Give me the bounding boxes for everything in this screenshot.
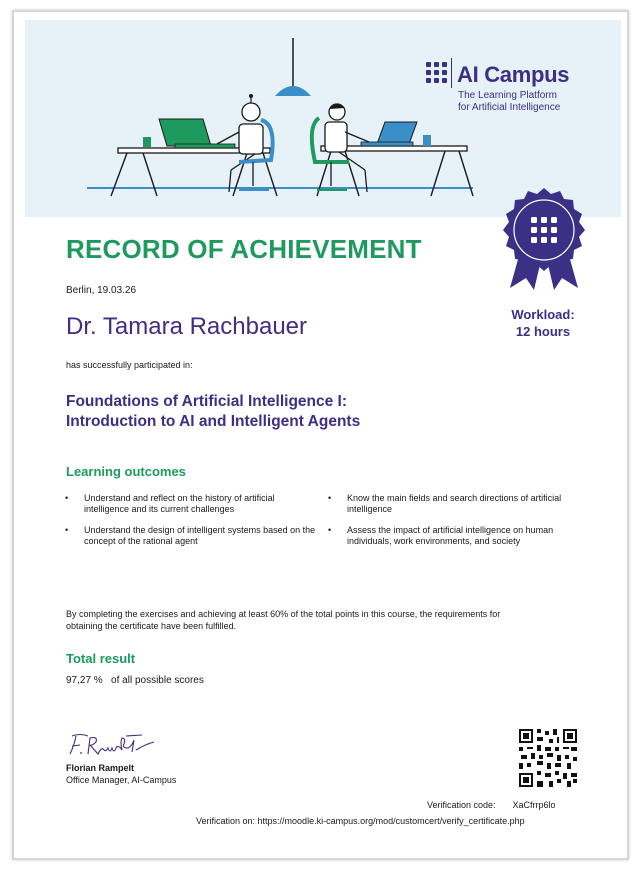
- brand-tagline: [458, 90, 560, 114]
- learning-outcome-item: [328, 493, 583, 515]
- verification-code: [427, 800, 556, 810]
- bullet-icon: •: [65, 493, 69, 503]
- brand-name: AI Campus: [457, 62, 570, 87]
- brand-tagline-line-1: The Learning Platform: [458, 90, 557, 101]
- total-result-title: Total result: [66, 651, 136, 666]
- workload-label: Workload:: [511, 307, 575, 322]
- total-result-suffix: of all possible scores: [111, 675, 204, 686]
- learning-outcome-text: Understand the design of intelligent systems based on the concept of the rational agent: [84, 525, 316, 546]
- learning-outcome-text: Know the main fields and search directions of artificial intelligence: [347, 493, 562, 514]
- verification-url[interactable]: Verification on: https://moodle.ki-campus.org/mod/customcert/verify_certificate.php: [196, 816, 525, 826]
- course-title: [66, 392, 360, 432]
- workload-value: 12 hours: [515, 324, 571, 339]
- learning-outcome-item: [65, 525, 320, 547]
- place-date: Berlin, 19.03.26: [66, 285, 137, 296]
- total-result-score: 97,27 %: [66, 675, 103, 686]
- learning-outcomes-title: Learning outcomes: [66, 464, 186, 479]
- learning-outcome-text: Assess the impact of artificial intelligence on human individuals, work environments, and society: [347, 525, 554, 546]
- bullet-icon: •: [65, 525, 69, 535]
- course-title-line-1: Foundations of Artificial Intelligence I:: [66, 393, 348, 410]
- verification-code-label: Verification code:: [427, 800, 496, 810]
- learning-outcome-text: Understand and reflect on the history of artificial intelligence and its current challenges: [84, 493, 275, 514]
- dot-grid-logo-icon: [426, 62, 452, 88]
- learning-outcome-item: [65, 493, 320, 515]
- recipient-name: Dr. Tamara Rachbauer: [66, 313, 308, 340]
- signatory-name: Florian Rampelt: [66, 763, 135, 773]
- workload: [490, 306, 596, 340]
- handwritten-signature: [66, 730, 156, 760]
- logo-divider: [451, 58, 452, 88]
- participation-text: has successfully participated in:: [66, 360, 193, 370]
- signatory-role: Office Manager, AI-Campus: [66, 775, 177, 785]
- course-title-line-2: Introduction to AI and Intelligent Agents: [66, 413, 361, 430]
- qr-code-icon: [519, 729, 577, 787]
- requirement-text: By completing the exercises and achieving at least 60% of the total points in this course, the requirements for obtaining the certificate have been fulfilled.: [66, 609, 501, 631]
- rosette-seal-icon: [498, 186, 590, 290]
- certificate-title: RECORD OF ACHIEVEMENT: [66, 234, 422, 264]
- brand-tagline-line-2: for Artificial Intelligence: [458, 102, 561, 113]
- learning-outcome-item: [328, 525, 583, 547]
- bullet-icon: •: [328, 493, 332, 503]
- total-result: [66, 675, 204, 686]
- bullet-icon: •: [328, 525, 332, 535]
- verification-code-value: XaCfrrp6lo: [512, 800, 556, 810]
